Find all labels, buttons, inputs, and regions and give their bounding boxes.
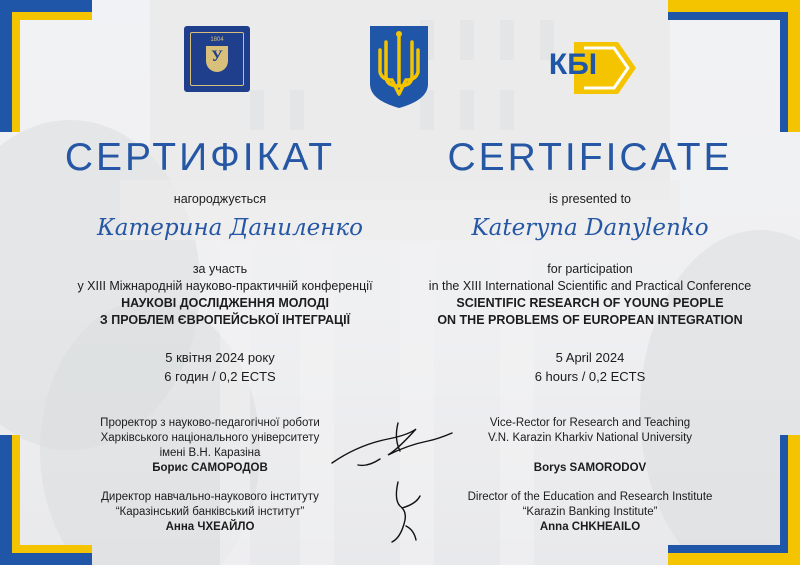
signer2-role-ua-2: “Каразінський банківський інститут” [115, 506, 305, 518]
recipient-name-ua: Катерина Даниленко [96, 215, 363, 241]
corner-bottom-left-yellow [12, 435, 20, 553]
signer1-role-en-1: Vice-Rector for Research and Teaching [489, 417, 691, 429]
signer1-role-ua-1: Проректор з науково-педагогічної роботи [100, 417, 320, 429]
recipient-name-en: Kateryna Danylenko [471, 215, 709, 241]
conference-title-ua-1: НАУКОВІ ДОСЛІДЖЕННЯ МОЛОДІ [121, 296, 329, 310]
corner-top-left-yellow [12, 12, 92, 20]
signer2-role-ua-1: Директор навчально-наукового інституту [101, 491, 319, 503]
awarded-label-en: is presented to [549, 192, 631, 206]
conference-line-en: in the XIII International Scientific and Practical Conference [428, 279, 752, 293]
corner-top-left-blue [0, 0, 92, 12]
conference-title-ua-2: З ПРОБЛЕМ ЄВРОПЕЙСЬКОЇ ІНТЕГРАЦІЇ [99, 313, 351, 327]
signer1-role-en-2: V.N. Karazin Kharkiv National University [487, 432, 693, 444]
signer2-name-en: Anna CHKHEAILO [539, 521, 641, 533]
signer1-name-ua: Борис САМОРОДОВ [152, 462, 268, 474]
corner-bottom-right-blue [780, 435, 788, 553]
corner-top-right-yellow [668, 0, 800, 12]
signer1-role-ua-2: Харківського національного університету [100, 432, 320, 444]
signature-chkheailo [380, 478, 430, 548]
university-shield-icon: У [206, 46, 228, 72]
title-ukrainian: СЕРТИФІКАТ [64, 136, 336, 179]
signer2-role-en-1: Director of the Education and Research Institute [467, 491, 713, 503]
corner-bottom-left-blue [0, 435, 12, 565]
signature-samorodov [328, 415, 458, 475]
hours-ua: 6 годин / 0,2 ECTS [164, 369, 276, 384]
title-english: CERTIFICATE [447, 136, 733, 179]
participation-label-ua: за участь [192, 262, 248, 276]
conference-line-ua: у XIII Міжнародній науково-практичній конференції [77, 279, 373, 293]
date-en: 5 April 2024 [555, 350, 625, 365]
conference-title-en-2: ON THE PROBLEMS OF EUROPEAN INTEGRATION [437, 313, 743, 327]
corner-bottom-right-yellow [788, 435, 800, 565]
coat-of-arms-icon [368, 24, 430, 110]
signer1-role-ua-3: імені В.Н. Каразіна [159, 447, 261, 459]
kbi-logo-text: КБІ [548, 48, 598, 81]
hours-en: 6 hours / 0,2 ECTS [534, 369, 646, 384]
date-ua: 5 квітня 2024 року [165, 350, 275, 365]
signer2-name-ua: Анна ЧХЕАЙЛО [165, 521, 255, 533]
signer2-role-en-2: “Karazin Banking Institute” [522, 506, 658, 518]
corner-top-right-blue [668, 12, 788, 20]
logo-year: 1804 [210, 37, 224, 43]
signer1-name-en: Borys SAMORODOV [533, 462, 647, 474]
conference-title-en-1: SCIENTIFIC RESEARCH OF YOUNG PEOPLE [456, 296, 724, 310]
participation-label-en: for participation [547, 262, 633, 276]
karazin-university-logo [184, 26, 250, 92]
awarded-label-ua: нагороджується [173, 192, 267, 206]
